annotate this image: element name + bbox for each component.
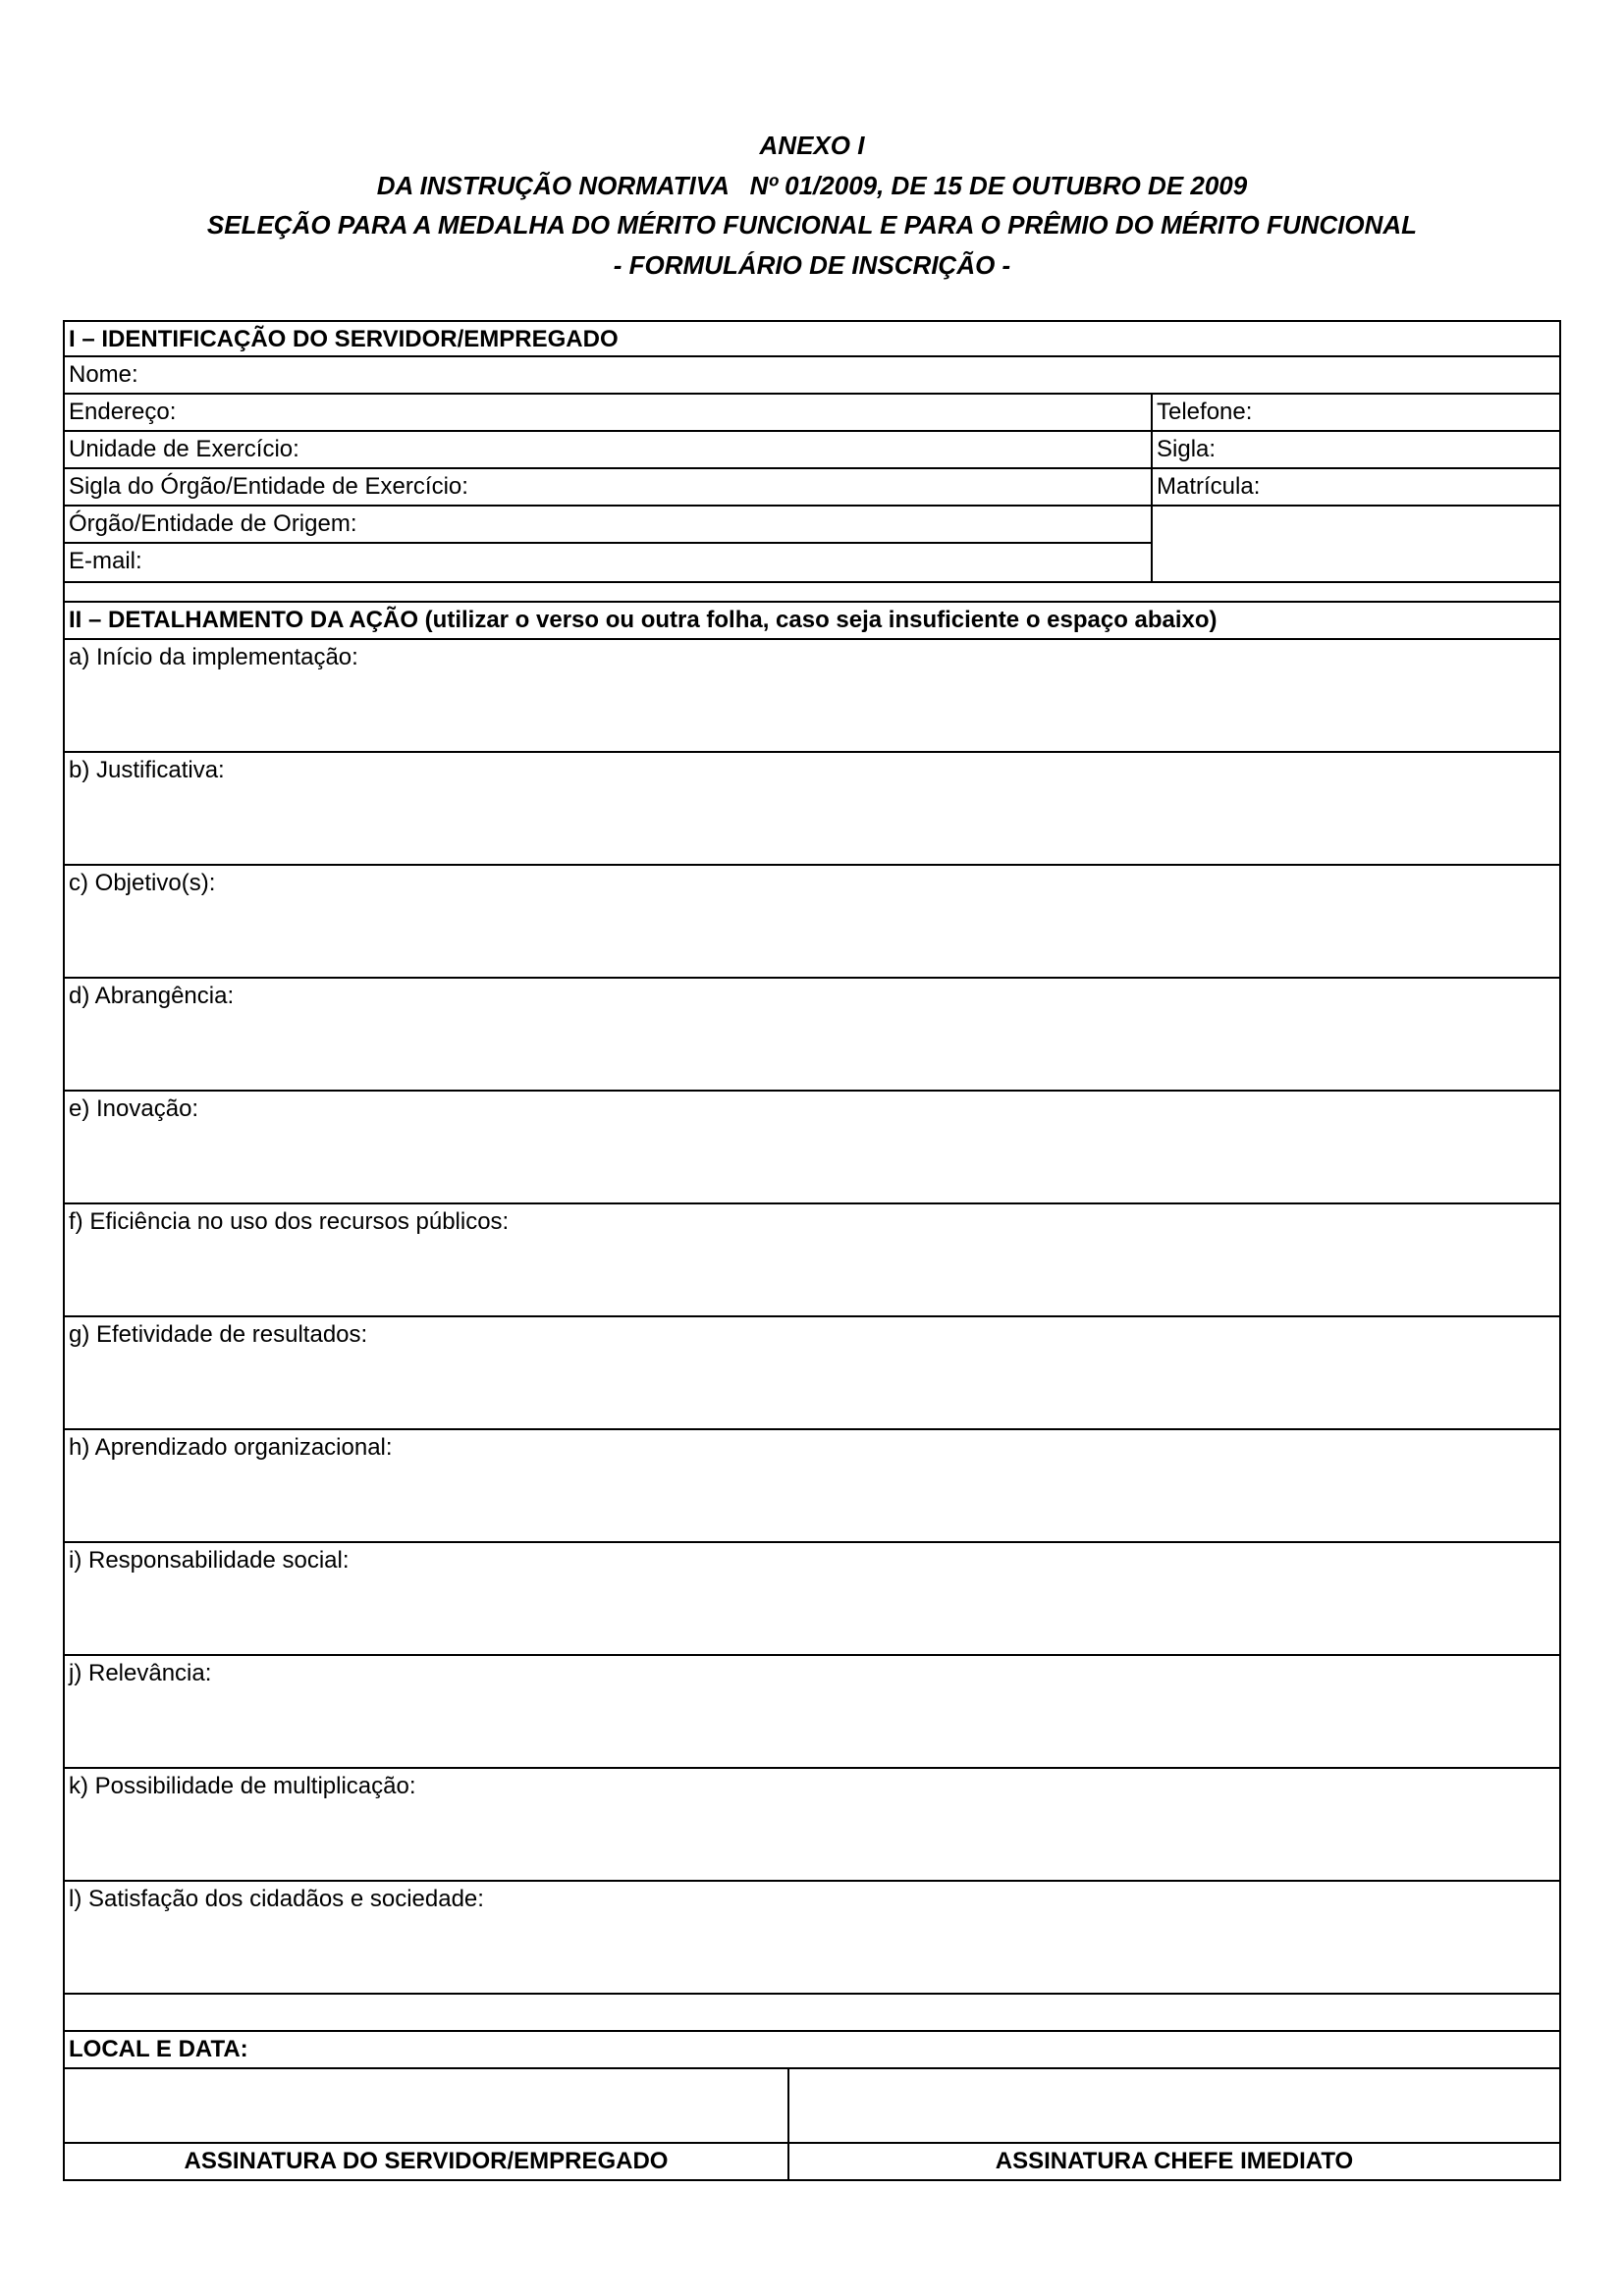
blank-cell	[1153, 507, 1559, 581]
detail-item-i[interactable]	[63, 1543, 1561, 1656]
detail-item-h[interactable]	[63, 1430, 1561, 1543]
phone-field[interactable]: Telefone:	[1157, 399, 1253, 425]
selection-title: SELEÇÃO PARA A MEDALHA DO MÉRITO FUNCIONAL E PARA O PRÊMIO DO MÉRITO FUNCIONAL	[206, 210, 1418, 240]
section-1-header	[63, 320, 1561, 357]
detail-label: b) Justificativa:	[69, 757, 225, 783]
local-date-row[interactable]	[63, 2032, 1561, 2069]
origin-organ-field[interactable]: Órgão/Entidade de Origem:	[65, 507, 1151, 544]
annex-title: ANEXO I	[759, 131, 865, 160]
detail-item-j[interactable]	[63, 1656, 1561, 1769]
detail-label: j) Relevância:	[69, 1660, 212, 1686]
employee-signature-label: ASSINATURA DO SERVIDOR/EMPREGADO	[65, 2144, 789, 2179]
address-field[interactable]: Endereço:	[65, 395, 1153, 430]
organ-sigla-field[interactable]: Sigla do Órgão/Entidade de Exercício:	[65, 469, 1153, 505]
name-field-label: Nome:	[69, 361, 138, 388]
detail-label: g) Efetividade de resultados:	[69, 1321, 368, 1348]
detail-item-g[interactable]	[63, 1317, 1561, 1430]
detail-label: l) Satisfação dos cidadãos e sociedade:	[69, 1886, 484, 1912]
document-header	[0, 126, 1624, 285]
detail-item-a[interactable]	[63, 640, 1561, 753]
detail-label: h) Aprendizado organizacional:	[69, 1434, 393, 1461]
detail-label: f) Eficiência no uso dos recursos públicos:	[69, 1208, 510, 1235]
instruction-reference: DA INSTRUÇÃO NORMATIVA Nº 01/2009, DE 15 DE OUTUBRO DE 2009	[376, 170, 1248, 200]
section-1-title: I – IDENTIFICAÇÃO DO SERVIDOR/EMPREGADO	[69, 326, 619, 352]
signature-boxes	[63, 2069, 1561, 2144]
detail-label: a) Início da implementação:	[69, 644, 358, 670]
section-2-title: II – DETALHAMENTO DA AÇÃO (utilizar o verso ou outra folha, caso seja insuficiente o espaço abaixo)	[69, 607, 1218, 633]
detail-label: d) Abrangência:	[69, 983, 235, 1009]
origin-email-stack	[65, 507, 1153, 581]
detail-label: c) Objetivo(s):	[69, 870, 216, 896]
detail-item-f[interactable]	[63, 1204, 1561, 1317]
detail-label: k) Possibilidade de multiplicação:	[69, 1773, 416, 1799]
supervisor-signature-box[interactable]	[789, 2069, 1559, 2142]
local-date-label: LOCAL E DATA:	[69, 2036, 248, 2062]
origin-email-block	[63, 507, 1561, 583]
detail-label: i) Responsabilidade social:	[69, 1547, 350, 1574]
address-phone-row	[63, 395, 1561, 432]
form-subtitle: - FORMULÁRIO DE INSCRIÇÃO -	[613, 249, 1011, 280]
detail-item-e[interactable]	[63, 1092, 1561, 1204]
unit-sigla-row	[63, 432, 1561, 469]
detail-label: e) Inovação:	[69, 1095, 199, 1122]
sigla-field[interactable]: Sigla:	[1157, 436, 1217, 462]
detail-item-b[interactable]	[63, 753, 1561, 866]
unit-field[interactable]: Unidade de Exercício:	[65, 432, 1153, 467]
name-row[interactable]	[63, 357, 1561, 395]
spacer-row	[63, 583, 1561, 603]
matricula-field[interactable]: Matrícula:	[1157, 473, 1261, 500]
registration-form	[63, 320, 1561, 2181]
signature-labels-row	[63, 2144, 1561, 2181]
email-field[interactable]: E-mail:	[69, 548, 142, 574]
detail-item-c[interactable]	[63, 866, 1561, 979]
detail-item-l[interactable]	[63, 1882, 1561, 1995]
organ-matricula-row	[63, 469, 1561, 507]
supervisor-signature-label: ASSINATURA CHEFE IMEDIATO	[995, 2148, 1354, 2174]
detail-item-d[interactable]	[63, 979, 1561, 1092]
section-2-header	[63, 603, 1561, 640]
spacer-row	[63, 1995, 1561, 2032]
detail-item-k[interactable]	[63, 1769, 1561, 1882]
employee-signature-box[interactable]	[65, 2069, 789, 2142]
